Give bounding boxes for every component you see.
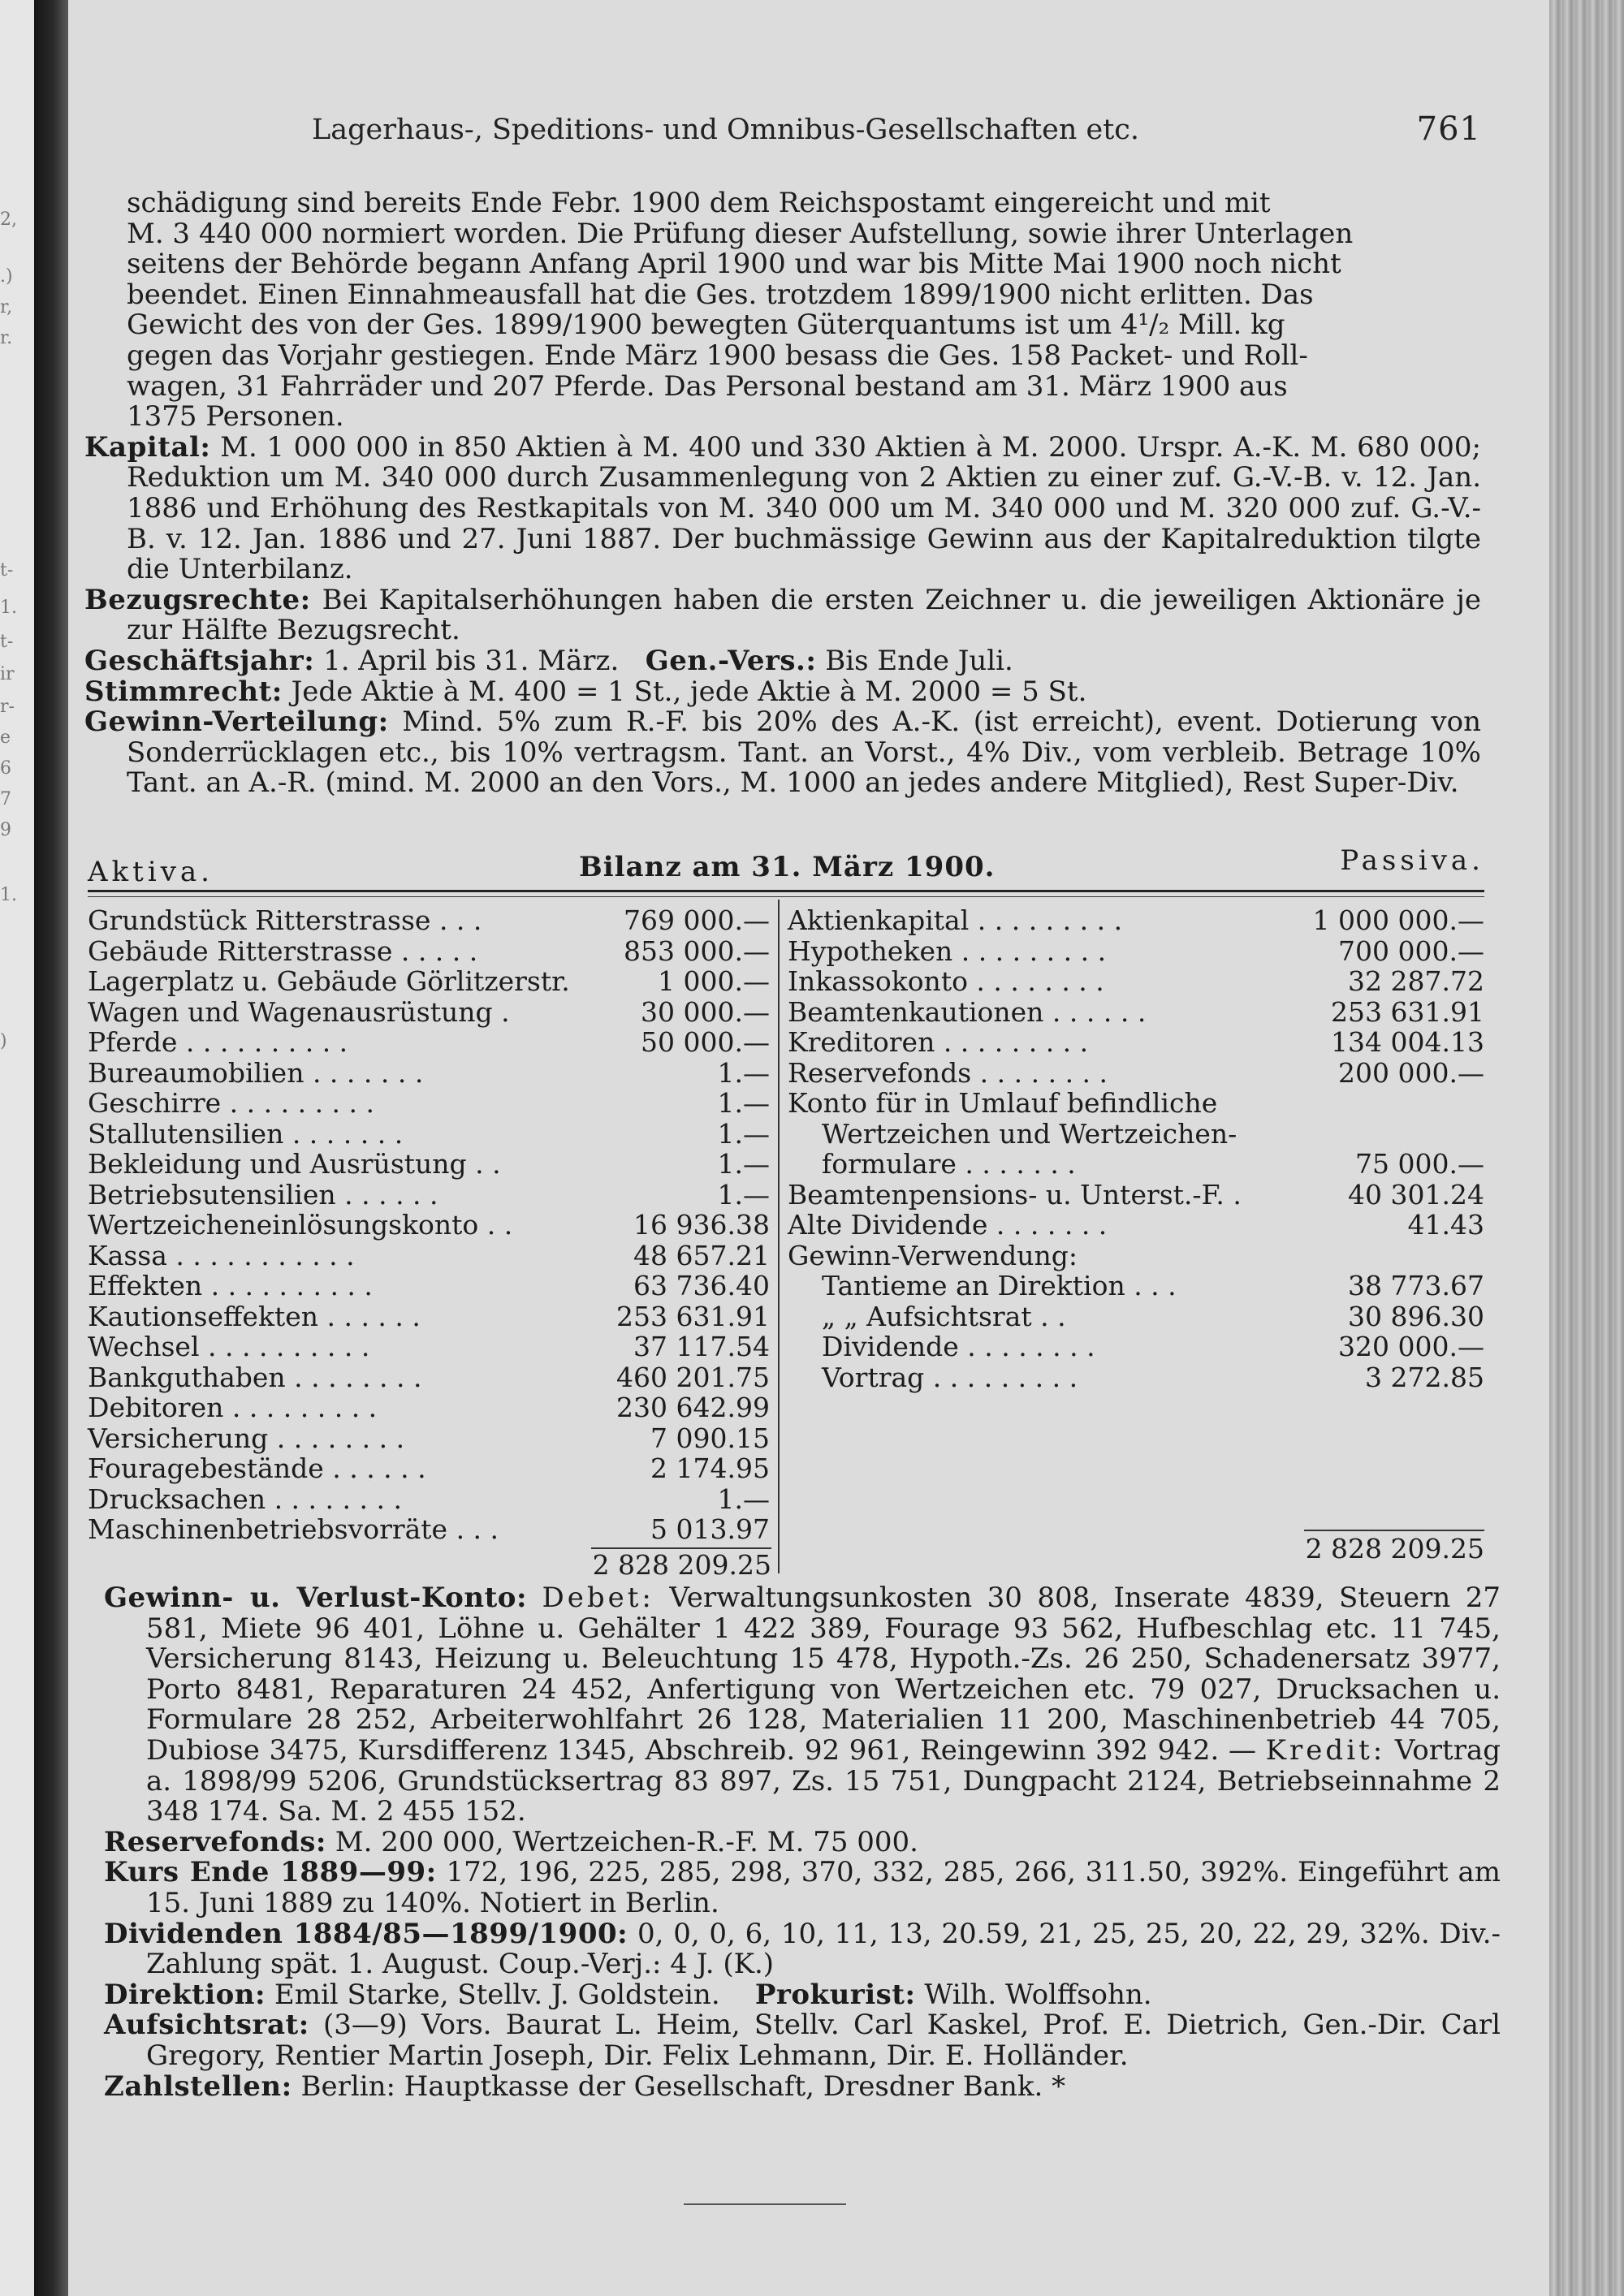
heading-rule [88, 890, 1484, 892]
aktiva-label: Bureaumobilien . . . . . . . [88, 1056, 424, 1089]
end-of-entry-rule [684, 2203, 846, 2205]
aktiva-row [88, 1392, 770, 1422]
bezugsrechte-label: Bezugsrechte: [84, 583, 311, 616]
zahlstellen-section [104, 2069, 1501, 2103]
passiva-row [788, 935, 1484, 966]
aktiva-amount: 7 090.15 [650, 1422, 770, 1454]
passiva-row [788, 1087, 1484, 1118]
aktiva-label: Bekleidung und Ausrüstung . . [88, 1148, 501, 1180]
aktiva-label: Maschinenbetriebsvorräte . . . [88, 1513, 499, 1545]
passiva-row [788, 904, 1484, 935]
passiva-amount: 30 896.30 [1348, 1300, 1484, 1332]
margin-fragment: e [0, 727, 11, 748]
bezugsrechte-text: Bei Kapitalserhöhungen haben die ersten Zeichner u. die jeweiligen Aktionäre je zur Hälfte Bezugsrecht. [127, 583, 1481, 647]
company-details-top [84, 188, 1481, 799]
margin-fragment: .) [0, 266, 13, 287]
balance-sheet [88, 844, 1484, 1582]
aktiva-row [88, 1087, 770, 1118]
aktiva-label: Wertzeicheneinlösungskonto . . [88, 1209, 513, 1241]
passiva-label: formulare . . . . . . . [822, 1148, 1076, 1180]
debet-text: Verwaltungsunkosten 30 808, Inserate 4839, Steuern 27 581, Miete 96 401, Löhne u. Gehälter 1 422 389, Fourage 93 562, Hufbeschlag etc. 11 745, Versicherung 8143, Heizung u. Beleuchtung 15 478, Hypoth.-Zs. 26 250, Schadenersatz 3977, Porto 8481, Reparaturen 24 452, Anfertigung von Wertzeichen etc. 79 027, Drucksachen u. Formulare 28 252, Arbeiterwohlfahrt 26 128, Materialien 11 200, Maschinenbetrieb 44 705, Dubiose 3475, Kursdifferenz 1345, Abschreib. 92 961, Reingewinn 392 942. — [146, 1582, 1501, 1767]
aktiva-label: Bankguthaben . . . . . . . . [88, 1361, 422, 1393]
passiva-amount: 40 301.24 [1348, 1178, 1484, 1211]
zahlstellen-text: Berlin: Hauptkasse der Gesellschaft, Dresdner Bank. * [300, 2069, 1066, 2103]
direktion-text: Emil Starke, Stellv. J. Goldstein. [274, 1978, 720, 2011]
passiva-amount: 3 272.85 [1365, 1361, 1484, 1393]
passiva-label: Tantieme an Direktion . . . [822, 1270, 1177, 1301]
stimmrecht-label: Stimmrecht: [84, 675, 283, 708]
margin-fragment: ) [0, 1031, 7, 1051]
geschaeftsjahr-text: 1. April bis 31. März. [323, 644, 620, 677]
aktiva-amount: 253 631.91 [616, 1300, 770, 1332]
prokurist-label: Prokurist: [754, 1978, 916, 2011]
passiva-column [788, 904, 1484, 1392]
passiva-amount: 38 773.67 [1348, 1270, 1484, 1301]
dividenden-text: 0, 0, 0, 6, 10, 11, 13, 20.59, 21, 25, 25, 20, 22, 29, 32%. Div.-Zahlung spät. 1. August. Coup.-Verj.: 4 J. (K.) [146, 1917, 1501, 1981]
aktiva-total: 2 828 209.25 [592, 1549, 771, 1581]
intro-line: wagen, 31 Fahrräder und 207 Pferde. Das Personal bestand am 31. März 1900 aus [127, 369, 1288, 403]
passiva-row [788, 1148, 1484, 1179]
document-page [68, 0, 1549, 2296]
zahlstellen-label: Zahlstellen: [104, 2069, 292, 2103]
margin-fragment: 2, [0, 209, 17, 230]
margin-fragment: 7 [0, 789, 11, 809]
aktiva-row [88, 965, 770, 996]
book-spine-shadow [34, 0, 68, 2296]
aktiva-row [88, 1209, 770, 1240]
page-number: 761 [1416, 110, 1481, 148]
aktiva-row [88, 996, 770, 1027]
aktiva-row [88, 1179, 770, 1210]
aktiva-row [88, 1118, 770, 1149]
passiva-row [788, 1331, 1484, 1362]
page-header [312, 110, 1481, 148]
margin-fragment: r, [0, 297, 13, 317]
passiva-row [788, 996, 1484, 1027]
passiva-heading: Passiva. [1340, 844, 1484, 877]
prokurist-text: Wilh. Wolffsohn. [924, 1978, 1152, 2011]
passiva-amount: 41.43 [1407, 1209, 1484, 1241]
adjacent-page-margin [0, 0, 34, 2296]
aktiva-row [88, 1483, 770, 1514]
aktiva-amount: 769 000.— [624, 904, 770, 936]
passiva-label: „ „ Aufsichtsrat . . [822, 1300, 1066, 1332]
passiva-label: Beamtenpensions- u. Unterst.-F. . [788, 1178, 1242, 1211]
aktiva-amount: 1 000.— [658, 965, 770, 997]
aktiva-row [88, 1026, 770, 1057]
aktiva-row [88, 1362, 770, 1392]
passiva-amount: 32 287.72 [1348, 965, 1484, 997]
kredit-text: Vortrag a. 1898/99 5206, Grundstücksertrag 83 897, Zs. 15 751, Dungpacht 2124, Betriebseinnahme 2 348 174. Sa. M. 2 455 152. [146, 1733, 1501, 1828]
aktiva-amount: 1.— [717, 1148, 770, 1180]
aktiva-amount: 37 117.54 [633, 1331, 770, 1362]
kapital-label: Kapital: [84, 430, 211, 464]
intro-line: gegen das Vorjahr gestiegen. Ende März 1900 besass die Ges. 158 Packet- und Roll- [127, 339, 1308, 372]
kurs-text: 172, 196, 225, 285, 298, 370, 332, 285, 266, 311.50, 392%. Eingeführt am 15. Juni 1889 zu 140%. Notiert in Berlin. [146, 1856, 1501, 1919]
page-edge-stack [1549, 0, 1624, 2296]
margin-fragment: t- [0, 560, 14, 580]
gewinn-verlust-label: Gewinn- u. Verlust-Konto: [104, 1582, 528, 1614]
passiva-label: Reservefonds . . . . . . . . [788, 1056, 1108, 1089]
margin-fragment: 6 [0, 758, 11, 779]
stimmrecht-text: Jede Aktie à M. 400 = 1 St., jede Aktie à M. 2000 = 5 St. [291, 675, 1087, 708]
aktiva-amount: 50 000.— [641, 1026, 770, 1058]
intro-line: Gewicht des von der Ges. 1899/1900 bewegten Güterquantums ist um 4¹/₂ Mill. kg [127, 309, 1285, 342]
passiva-label: Vortrag . . . . . . . . . [822, 1361, 1078, 1393]
margin-fragment: ir [0, 664, 15, 684]
passiva-label: Alte Dividende . . . . . . . [788, 1209, 1108, 1241]
passiva-row [788, 1026, 1484, 1057]
margin-fragment: 9 [0, 820, 11, 840]
passiva-amount: 320 000.— [1338, 1331, 1484, 1362]
aktiva-amount: 16 936.38 [633, 1209, 770, 1241]
stimmrecht-section [84, 677, 1481, 708]
aktiva-row [88, 1422, 770, 1453]
passiva-sum-rule [1304, 1530, 1484, 1531]
aktiva-amount: 5 013.97 [650, 1513, 770, 1545]
aktiva-label: Grundstück Ritterstrasse . . . [88, 904, 482, 936]
aktiva-column [88, 904, 770, 1544]
aktiva-amount: 1.— [717, 1056, 770, 1089]
gen-vers-text: Bis Ende Juli. [825, 644, 1013, 677]
margin-fragment: 1. [0, 598, 17, 618]
aktiva-row [88, 1331, 770, 1362]
aktiva-amount: 2 174.95 [650, 1452, 770, 1484]
aktiva-label: Stallutensilien . . . . . . . [88, 1117, 404, 1150]
aktiva-amount: 1.— [717, 1117, 770, 1150]
reservefonds-text: M. 200 000, Wertzeichen-R.-F. M. 75 000. [335, 1825, 918, 1858]
kredit-label: Kredit: [1265, 1733, 1386, 1767]
passiva-label: Wertzeichen und Wertzeichen- [822, 1117, 1237, 1150]
aktiva-row [88, 1513, 770, 1544]
passiva-label: Hypotheken . . . . . . . . . [788, 934, 1107, 967]
aktiva-amount: 1.— [717, 1178, 770, 1211]
balance-sheet-caption [88, 844, 1484, 888]
aufsichtsrat-label: Aufsichtsrat: [104, 2009, 309, 2042]
balance-sheet-title: Bilanz am 31. März 1900. [579, 851, 996, 883]
aufsichtsrat-text: (3—9) Vors. Baurat L. Heim, Stellv. Carl Kaskel, Prof. E. Dietrich, Gen.-Dir. Carl Gregory, Rentier Martin Joseph, Dir. Felix Lehmann, Dir. E. Holländer. [146, 2009, 1501, 2072]
aktiva-heading: Aktiva. [88, 856, 214, 888]
passiva-label: Kreditoren . . . . . . . . . [788, 1026, 1089, 1058]
geschaeftsjahr-section [84, 646, 1481, 677]
passiva-row [788, 1362, 1484, 1392]
passiva-amount: 134 004.13 [1331, 1026, 1484, 1058]
passiva-amount: 75 000.— [1355, 1148, 1484, 1180]
aktiva-row [88, 904, 770, 935]
gewinn-verteilung-text: Mind. 5% zum R.-F. bis 20% des A.-K. (ist erreicht), event. Dotierung von Sonderrücklagen etc., bis 10% vertragsm. Tant. an Vorst., 4% Div., vom verbleib. Betrage 10% Tant. an A.-R. (mind. M. 2000 an den Vors., M. 1000 an jedes andere Mitglied), Rest Super-Div. [127, 706, 1481, 800]
passiva-label: Dividende . . . . . . . . [822, 1331, 1095, 1362]
gen-vers-label: Gen.-Vers.: [645, 644, 817, 677]
intro-line: M. 3 440 000 normiert worden. Die Prüfung dieser Aufstellung, sowie ihrer Unterlagen [127, 217, 1354, 250]
intro-line: seitens der Behörde begann Anfang April 1900 und war bis Mitte Mai 1900 noch nicht [127, 248, 1341, 281]
aktiva-amount: 48 657.21 [633, 1239, 770, 1271]
aktiva-label: Effekten . . . . . . . . . . [88, 1270, 373, 1301]
passiva-total: 2 828 209.25 [1305, 1533, 1484, 1564]
kapital-text: M. 1 000 000 in 850 Aktien à M. 400 und 330 Aktien à M. 2000. Urspr. A.-K. M. 680 000; Reduktion um M. 340 000 durch Zusammenlegung von 2 Aktien zu einer zuf. G.-V.-B. v. 12. Jan. 1886 und Erhöhung des Restkapitals von M. 340 000 um M. 340 000 und M. 320 000 zuf. G.-V.-B. v. 12. Jan. 1886 und 27. Juni 1887. Der buchmässige Gewinn aus der Kapitalreduktion tilgte die Unterbilanz. [127, 430, 1481, 586]
kurs-label: Kurs Ende 1889—99: [104, 1856, 437, 1889]
aktiva-amount: 230 642.99 [616, 1392, 770, 1423]
reservefonds-label: Reservefonds: [104, 1825, 326, 1858]
column-divider [778, 900, 780, 1573]
debet-label: Debet: [542, 1582, 654, 1614]
intro-line: 1375 Personen. [127, 400, 344, 434]
aktiva-amount: 853 000.— [624, 934, 770, 967]
aktiva-label: Geschirre . . . . . . . . . [88, 1087, 375, 1119]
margin-fragment: t- [0, 632, 14, 652]
aktiva-row [88, 1452, 770, 1483]
aktiva-label: Kassa . . . . . . . . . . . [88, 1239, 355, 1271]
passiva-amount: 253 631.91 [1331, 995, 1484, 1028]
aktiva-amount: 63 736.40 [633, 1270, 770, 1301]
aktiva-label: Wechsel . . . . . . . . . . [88, 1331, 370, 1362]
passiva-row [788, 965, 1484, 996]
aktiva-label: Drucksachen . . . . . . . . [88, 1482, 402, 1515]
aktiva-label: Pferde . . . . . . . . . . [88, 1026, 348, 1058]
kurs-section [104, 1858, 1501, 1918]
aktiva-row [88, 1301, 770, 1331]
passiva-amount: 700 000.— [1338, 934, 1484, 967]
margin-fragment: r- [0, 697, 15, 717]
gewinn-verteilung-label: Gewinn-Verteilung: [84, 706, 389, 739]
bezugsrechte-section [84, 585, 1481, 646]
intro-line: schädigung sind bereits Ende Febr. 1900 dem Reichspostamt eingereicht und mit [127, 187, 1271, 219]
passiva-amount: 200 000.— [1338, 1056, 1484, 1089]
passiva-row [788, 1118, 1484, 1149]
aktiva-amount: 30 000.— [641, 995, 770, 1028]
kapital-section [84, 430, 1481, 586]
aktiva-row [88, 1057, 770, 1088]
gewinn-verlust-section [104, 1583, 1501, 1828]
passiva-row [788, 1301, 1484, 1331]
margin-fragment: 1. [0, 885, 17, 905]
dividenden-label: Dividenden 1884/85—1899/1900: [104, 1917, 628, 1950]
direktion-section [104, 1980, 1501, 2011]
intro-line: beendet. Einen Einnahmeausfall hat die Ges. trotzdem 1899/1900 nicht erlitten. Das [127, 278, 1314, 311]
running-title: Lagerhaus-, Speditions- und Omnibus-Gesellschaften etc. [312, 114, 1139, 146]
geschaeftsjahr-label: Geschäftsjahr: [84, 644, 315, 677]
aktiva-row [88, 935, 770, 966]
heading-rule-thin [88, 896, 1484, 897]
aktiva-label: Fouragebestände . . . . . . [88, 1452, 426, 1484]
aktiva-label: Kautionseffekten . . . . . . [88, 1300, 421, 1332]
passiva-label: Aktienkapital . . . . . . . . . [788, 904, 1123, 936]
passiva-row [788, 1179, 1484, 1210]
passiva-row [788, 1209, 1484, 1240]
company-details-bottom [104, 1583, 1501, 2102]
passiva-row [788, 1240, 1484, 1271]
passiva-row [788, 1057, 1484, 1088]
aktiva-label: Betriebsutensilien . . . . . . [88, 1178, 438, 1211]
aktiva-label: Debitoren . . . . . . . . . [88, 1392, 378, 1423]
aktiva-amount: 1.— [717, 1482, 770, 1515]
aktiva-amount: 460 201.75 [616, 1361, 770, 1393]
aktiva-label: Lagerplatz u. Gebäude Görlitzerstr. [88, 965, 570, 997]
passiva-label: Konto für in Umlauf befindliche [788, 1087, 1218, 1119]
dividenden-section [104, 1919, 1501, 1980]
passiva-amount: 1 000 000.— [1312, 904, 1484, 936]
aktiva-label: Versicherung . . . . . . . . [88, 1422, 405, 1454]
aktiva-row [88, 1270, 770, 1301]
gewinn-verteilung-section [84, 707, 1481, 799]
passiva-label: Beamtenkautionen . . . . . . [788, 995, 1147, 1028]
margin-fragment: r. [0, 328, 13, 348]
direktion-label: Direktion: [104, 1978, 266, 2011]
aufsichtsrat-section [104, 2010, 1501, 2071]
aktiva-label: Wagen und Wagenausrüstung . [88, 995, 510, 1028]
passiva-label: Gewinn-Verwendung: [788, 1239, 1078, 1271]
aktiva-row [88, 1148, 770, 1179]
reservefonds-section [104, 1825, 1501, 1858]
aktiva-label: Gebäude Ritterstrasse . . . . . [88, 934, 478, 967]
passiva-label: Inkassokonto . . . . . . . . [788, 965, 1104, 997]
aktiva-amount: 1.— [717, 1087, 770, 1119]
aktiva-row [88, 1240, 770, 1271]
passiva-row [788, 1270, 1484, 1301]
